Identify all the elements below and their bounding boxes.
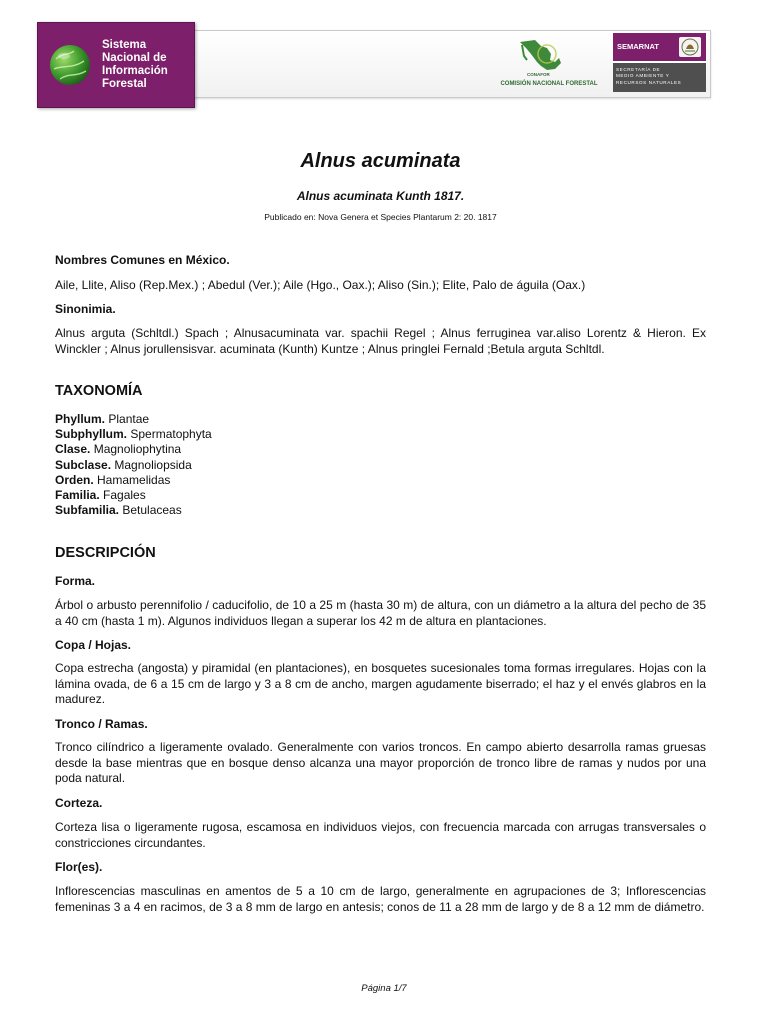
globe-icon [48, 43, 92, 87]
snif-line: Nacional de [102, 52, 167, 64]
description-text-flor: Inflorescencias masculinas en amentos de 5 a 10 cm de largo, generalmente en agrupaciones de 3; Inflorescencias femeninas 3 a 4 en racimos, de 3 a 8 mm de largo en antesis; conos de 11 a 28 mm de largo y de 8 a 12 mm de diámetro. [55, 884, 706, 914]
conafor-label: COMISIÓN NACIONAL FORESTAL [500, 81, 598, 87]
taxonomy-rank: Phyllum. [55, 412, 106, 426]
snif-line: Sistema [102, 39, 147, 51]
species-title: Alnus acuminata [300, 150, 461, 172]
taxonomy-rank: Subclase. [55, 457, 112, 472]
conafor-logo [499, 36, 599, 92]
taxonomy-row [55, 412, 706, 427]
taxonomy-rank: Clase. [55, 442, 91, 457]
taxonomy-value: Hamamelidas [97, 472, 171, 487]
publication-note: Publicado en: Nova Genera et Species Plantarum 2: 20. 1817 [264, 212, 497, 222]
taxonomy-value: Magnoliophytina [93, 442, 182, 457]
description-label-tronco: Tronco / Ramas. [55, 717, 148, 731]
semarnat-line: SECRETARÍA DE [616, 67, 661, 72]
taxonomy-value: Plantae [108, 412, 150, 426]
snif-logo-text [102, 39, 194, 91]
semarnat-line: RECURSOS NATURALES [616, 79, 682, 85]
description-text-corteza: Corteza lisa o ligeramente rugosa, escamosa en individuos viejos, con frecuencia marcada con arrugas transversales o constricciones circundantes. [55, 820, 706, 850]
description-label-forma: Forma. [55, 574, 96, 588]
taxonomy-value: Magnoliopsida [114, 457, 192, 472]
description-label-flor: Flor(es). [55, 860, 103, 874]
page-number: Página 1/7 [361, 983, 407, 994]
description-text-tronco: Tronco cilíndrico a ligeramente ovalado. Generalmente con varios troncos. En campo abierto desarrolla ramas gruesas desde la base mientras que en bosque denso alcanza una mayor proporción de tronco libre de ramas y nudos por una poda natural. [55, 740, 706, 785]
snif-line: Información [102, 65, 168, 77]
taxonomy-value: Fagales [103, 488, 146, 503]
semarnat-name: SEMARNAT [617, 42, 659, 51]
taxonomy-value: Spermatophyta [130, 427, 212, 442]
taxonomy-list [55, 412, 706, 518]
semarnat-bottom [613, 63, 706, 92]
taxonomy-row [55, 427, 706, 442]
conafor-mark: CONAFOR [527, 72, 550, 77]
synonymy-text: Alnus arguta (Schltdl.) Spach ; Alnusacuminata var. spachii Regel ; Alnus ferruginea var.aliso Lorentz & Hieron. Ex Winckler ; Alnus jorullensisvar. acuminata (Kunth) Kuntze ; Alnus pringlei Fernald ;Betula arguta Schltdl. [55, 326, 706, 356]
description-label-corteza: Corteza. [55, 796, 103, 810]
taxonomy-row [55, 473, 706, 488]
taxonomy-rank: Subphyllum. [55, 427, 127, 442]
taxonomy-rank: Orden. [55, 472, 94, 487]
semarnat-top [613, 33, 706, 61]
semarnat-line: MEDIO AMBIENTE Y [616, 73, 670, 79]
taxonomy-row [55, 488, 706, 503]
common-names-label: Nombres Comunes en México. [55, 253, 230, 267]
eagle-seal-icon [679, 37, 701, 57]
semarnat-subtitle [616, 67, 681, 86]
taxonomy-heading: TAXONOMÍA [55, 383, 143, 399]
header-banner [37, 22, 711, 106]
description-text-forma: Árbol o arbusto perennifolio / caducifolio, de 10 a 25 m (hasta 30 m) de altura, con un diámetro a la altura del pecho de 35 a 40 cm (hasta 1 m). Algunos individuos llegan a superar los 42 m de altura en plantaciones. [55, 598, 706, 628]
taxonomy-value: Betulaceas [122, 503, 182, 518]
common-names-text: Aile, Llite, Aliso (Rep.Mex.) ; Abedul (Ver.); Aile (Hgo., Oax.); Aliso (Sin.); Elite, Palo de águila (Oax.) [55, 278, 586, 292]
description-heading: DESCRIPCIÓN [55, 545, 156, 561]
taxonomy-row [55, 503, 706, 518]
synonymy-label: Sinonimia. [55, 302, 116, 316]
mexico-map-icon [517, 36, 563, 76]
description-label-copa: Copa / Hojas. [55, 638, 132, 652]
description-text-copa: Copa estrecha (angosta) y piramidal (en plantaciones), en bosquetes sucesionales toma formas irregulares. Hojas con la lámina ovada, de 6 a 15 cm de largo y 3 a 8 cm de ancho, margen agudamente biserrado; el haz y el envés glabros en la madurez. [55, 661, 706, 706]
semarnat-logo [613, 33, 706, 92]
species-authority: Alnus acuminata Kunth 1817. [296, 189, 465, 203]
taxonomy-row [55, 442, 706, 457]
snif-line: Forestal [102, 78, 147, 90]
taxonomy-rank: Subfamilia. [55, 503, 120, 518]
taxonomy-row [55, 458, 706, 473]
taxonomy-rank: Familia. [55, 488, 100, 503]
snif-logo [37, 22, 195, 108]
